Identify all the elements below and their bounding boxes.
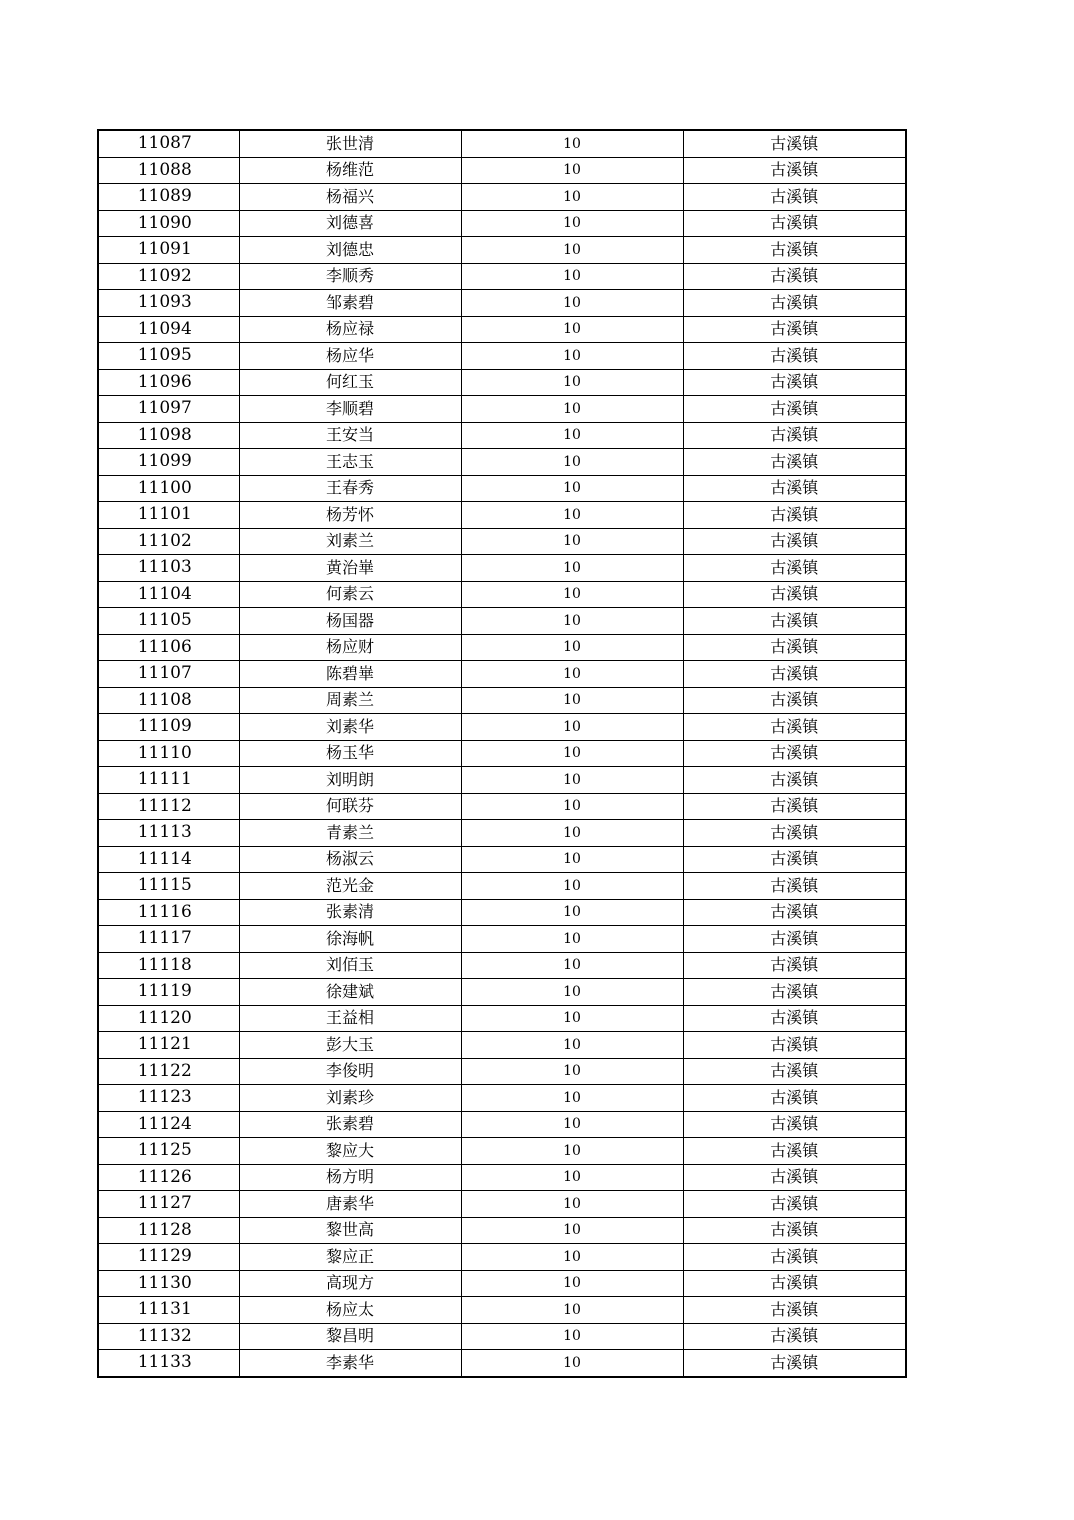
row-name-cell: 黄治崋 bbox=[239, 555, 461, 582]
table-row bbox=[98, 820, 906, 847]
row-amount-cell: 10 bbox=[461, 502, 683, 529]
row-town-cell: 古溪镇 bbox=[683, 1058, 906, 1085]
table-row bbox=[98, 475, 906, 502]
row-id-cell: 11107 bbox=[98, 661, 239, 688]
row-name-cell: 张素碧 bbox=[239, 1111, 461, 1138]
row-amount-cell: 10 bbox=[461, 290, 683, 317]
row-id-cell: 11125 bbox=[98, 1138, 239, 1165]
table-row bbox=[98, 926, 906, 953]
row-town-cell: 古溪镇 bbox=[683, 608, 906, 635]
row-amount-cell: 10 bbox=[461, 1350, 683, 1377]
row-town-cell: 古溪镇 bbox=[683, 1085, 906, 1112]
row-id-cell: 11108 bbox=[98, 687, 239, 714]
row-town-cell: 古溪镇 bbox=[683, 1111, 906, 1138]
row-name-cell: 刘德忠 bbox=[239, 237, 461, 264]
row-town-cell: 古溪镇 bbox=[683, 528, 906, 555]
row-id-cell: 11131 bbox=[98, 1297, 239, 1324]
row-name-cell: 杨福兴 bbox=[239, 184, 461, 211]
row-name-cell: 张世清 bbox=[239, 130, 461, 157]
row-id-cell: 11118 bbox=[98, 952, 239, 979]
table-row bbox=[98, 1138, 906, 1165]
row-name-cell: 徐海帆 bbox=[239, 926, 461, 953]
row-name-cell: 杨应财 bbox=[239, 634, 461, 661]
row-name-cell: 唐素华 bbox=[239, 1191, 461, 1218]
row-amount-cell: 10 bbox=[461, 952, 683, 979]
table-row bbox=[98, 130, 906, 157]
row-name-cell: 王志玉 bbox=[239, 449, 461, 476]
row-town-cell: 古溪镇 bbox=[683, 130, 906, 157]
row-id-cell: 11115 bbox=[98, 873, 239, 900]
row-amount-cell: 10 bbox=[461, 634, 683, 661]
table-row bbox=[98, 210, 906, 237]
table-row bbox=[98, 1032, 906, 1059]
row-town-cell: 古溪镇 bbox=[683, 1005, 906, 1032]
row-id-cell: 11090 bbox=[98, 210, 239, 237]
table-row bbox=[98, 1297, 906, 1324]
table-row bbox=[98, 1244, 906, 1271]
table-row bbox=[98, 687, 906, 714]
row-town-cell: 古溪镇 bbox=[683, 1297, 906, 1324]
row-amount-cell: 10 bbox=[461, 979, 683, 1006]
row-town-cell: 古溪镇 bbox=[683, 926, 906, 953]
row-amount-cell: 10 bbox=[461, 475, 683, 502]
row-id-cell: 11102 bbox=[98, 528, 239, 555]
table-row bbox=[98, 555, 906, 582]
row-amount-cell: 10 bbox=[461, 396, 683, 423]
row-name-cell: 刘素珍 bbox=[239, 1085, 461, 1112]
row-name-cell: 青素兰 bbox=[239, 820, 461, 847]
row-town-cell: 古溪镇 bbox=[683, 1244, 906, 1271]
row-town-cell: 古溪镇 bbox=[683, 449, 906, 476]
row-id-cell: 11091 bbox=[98, 237, 239, 264]
row-id-cell: 11128 bbox=[98, 1217, 239, 1244]
table-row bbox=[98, 502, 906, 529]
row-amount-cell: 10 bbox=[461, 210, 683, 237]
row-town-cell: 古溪镇 bbox=[683, 502, 906, 529]
row-name-cell: 杨国器 bbox=[239, 608, 461, 635]
row-id-cell: 11093 bbox=[98, 290, 239, 317]
row-amount-cell: 10 bbox=[461, 1323, 683, 1350]
row-name-cell: 黎昌明 bbox=[239, 1323, 461, 1350]
row-name-cell: 杨应禄 bbox=[239, 316, 461, 343]
table-row bbox=[98, 1350, 906, 1377]
row-id-cell: 11126 bbox=[98, 1164, 239, 1191]
row-id-cell: 11092 bbox=[98, 263, 239, 290]
row-amount-cell: 10 bbox=[461, 740, 683, 767]
row-name-cell: 张素清 bbox=[239, 899, 461, 926]
row-name-cell: 李顺秀 bbox=[239, 263, 461, 290]
row-town-cell: 古溪镇 bbox=[683, 820, 906, 847]
table-row bbox=[98, 422, 906, 449]
table-row bbox=[98, 581, 906, 608]
row-amount-cell: 10 bbox=[461, 184, 683, 211]
table-row bbox=[98, 290, 906, 317]
row-amount-cell: 10 bbox=[461, 1058, 683, 1085]
row-town-cell: 古溪镇 bbox=[683, 687, 906, 714]
row-town-cell: 古溪镇 bbox=[683, 343, 906, 370]
row-amount-cell: 10 bbox=[461, 1005, 683, 1032]
row-id-cell: 11119 bbox=[98, 979, 239, 1006]
row-town-cell: 古溪镇 bbox=[683, 369, 906, 396]
row-amount-cell: 10 bbox=[461, 1085, 683, 1112]
row-amount-cell: 10 bbox=[461, 316, 683, 343]
row-name-cell: 王安当 bbox=[239, 422, 461, 449]
row-amount-cell: 10 bbox=[461, 1138, 683, 1165]
table-row bbox=[98, 899, 906, 926]
table-row bbox=[98, 237, 906, 264]
table-row bbox=[98, 767, 906, 794]
row-id-cell: 11094 bbox=[98, 316, 239, 343]
row-amount-cell: 10 bbox=[461, 608, 683, 635]
row-town-cell: 古溪镇 bbox=[683, 184, 906, 211]
row-name-cell: 高现方 bbox=[239, 1270, 461, 1297]
row-id-cell: 11098 bbox=[98, 422, 239, 449]
row-amount-cell: 10 bbox=[461, 926, 683, 953]
table-row bbox=[98, 952, 906, 979]
table-row bbox=[98, 396, 906, 423]
row-id-cell: 11129 bbox=[98, 1244, 239, 1271]
row-name-cell: 李素华 bbox=[239, 1350, 461, 1377]
row-id-cell: 11114 bbox=[98, 846, 239, 873]
row-amount-cell: 10 bbox=[461, 767, 683, 794]
row-id-cell: 11113 bbox=[98, 820, 239, 847]
row-amount-cell: 10 bbox=[461, 1164, 683, 1191]
row-amount-cell: 10 bbox=[461, 528, 683, 555]
row-town-cell: 古溪镇 bbox=[683, 1217, 906, 1244]
row-amount-cell: 10 bbox=[461, 873, 683, 900]
row-name-cell: 杨方明 bbox=[239, 1164, 461, 1191]
row-amount-cell: 10 bbox=[461, 130, 683, 157]
row-town-cell: 古溪镇 bbox=[683, 555, 906, 582]
row-name-cell: 刘明朗 bbox=[239, 767, 461, 794]
row-name-cell: 刘素华 bbox=[239, 714, 461, 741]
row-name-cell: 何素云 bbox=[239, 581, 461, 608]
row-name-cell: 杨玉华 bbox=[239, 740, 461, 767]
row-amount-cell: 10 bbox=[461, 846, 683, 873]
row-name-cell: 李俊明 bbox=[239, 1058, 461, 1085]
row-amount-cell: 10 bbox=[461, 820, 683, 847]
row-town-cell: 古溪镇 bbox=[683, 714, 906, 741]
row-town-cell: 古溪镇 bbox=[683, 873, 906, 900]
row-town-cell: 古溪镇 bbox=[683, 422, 906, 449]
table-row bbox=[98, 369, 906, 396]
table-row bbox=[98, 263, 906, 290]
row-town-cell: 古溪镇 bbox=[683, 237, 906, 264]
row-id-cell: 11121 bbox=[98, 1032, 239, 1059]
row-amount-cell: 10 bbox=[461, 263, 683, 290]
row-amount-cell: 10 bbox=[461, 661, 683, 688]
row-name-cell: 李顺碧 bbox=[239, 396, 461, 423]
row-amount-cell: 10 bbox=[461, 1111, 683, 1138]
row-id-cell: 11095 bbox=[98, 343, 239, 370]
table-row bbox=[98, 1217, 906, 1244]
row-id-cell: 11103 bbox=[98, 555, 239, 582]
table-row bbox=[98, 714, 906, 741]
row-name-cell: 王春秀 bbox=[239, 475, 461, 502]
table-row bbox=[98, 1005, 906, 1032]
table-row bbox=[98, 608, 906, 635]
row-name-cell: 王益相 bbox=[239, 1005, 461, 1032]
row-name-cell: 陈碧崋 bbox=[239, 661, 461, 688]
row-id-cell: 11111 bbox=[98, 767, 239, 794]
row-town-cell: 古溪镇 bbox=[683, 581, 906, 608]
row-amount-cell: 10 bbox=[461, 157, 683, 184]
row-amount-cell: 10 bbox=[461, 422, 683, 449]
row-id-cell: 11096 bbox=[98, 369, 239, 396]
row-amount-cell: 10 bbox=[461, 1032, 683, 1059]
row-amount-cell: 10 bbox=[461, 343, 683, 370]
row-amount-cell: 10 bbox=[461, 1191, 683, 1218]
row-amount-cell: 10 bbox=[461, 714, 683, 741]
row-id-cell: 11097 bbox=[98, 396, 239, 423]
row-amount-cell: 10 bbox=[461, 899, 683, 926]
row-name-cell: 刘佰玉 bbox=[239, 952, 461, 979]
row-name-cell: 周素兰 bbox=[239, 687, 461, 714]
row-amount-cell: 10 bbox=[461, 687, 683, 714]
row-town-cell: 古溪镇 bbox=[683, 157, 906, 184]
row-town-cell: 古溪镇 bbox=[683, 263, 906, 290]
row-name-cell: 杨维范 bbox=[239, 157, 461, 184]
row-id-cell: 11123 bbox=[98, 1085, 239, 1112]
row-amount-cell: 10 bbox=[461, 1244, 683, 1271]
row-town-cell: 古溪镇 bbox=[683, 740, 906, 767]
row-town-cell: 古溪镇 bbox=[683, 846, 906, 873]
row-town-cell: 古溪镇 bbox=[683, 952, 906, 979]
row-town-cell: 古溪镇 bbox=[683, 396, 906, 423]
row-name-cell: 杨应华 bbox=[239, 343, 461, 370]
row-town-cell: 古溪镇 bbox=[683, 899, 906, 926]
table-row bbox=[98, 979, 906, 1006]
table-row bbox=[98, 343, 906, 370]
row-name-cell: 彭大玉 bbox=[239, 1032, 461, 1059]
table-row bbox=[98, 873, 906, 900]
row-name-cell: 刘德喜 bbox=[239, 210, 461, 237]
table-row bbox=[98, 634, 906, 661]
row-amount-cell: 10 bbox=[461, 237, 683, 264]
table-row bbox=[98, 1058, 906, 1085]
row-town-cell: 古溪镇 bbox=[683, 1032, 906, 1059]
row-town-cell: 古溪镇 bbox=[683, 290, 906, 317]
row-amount-cell: 10 bbox=[461, 1217, 683, 1244]
table-row bbox=[98, 157, 906, 184]
row-town-cell: 古溪镇 bbox=[683, 1323, 906, 1350]
row-id-cell: 11116 bbox=[98, 899, 239, 926]
row-town-cell: 古溪镇 bbox=[683, 661, 906, 688]
row-town-cell: 古溪镇 bbox=[683, 210, 906, 237]
row-id-cell: 11087 bbox=[98, 130, 239, 157]
row-id-cell: 11122 bbox=[98, 1058, 239, 1085]
row-id-cell: 11117 bbox=[98, 926, 239, 953]
row-id-cell: 11089 bbox=[98, 184, 239, 211]
table-row bbox=[98, 1164, 906, 1191]
table-row bbox=[98, 316, 906, 343]
table-row bbox=[98, 1191, 906, 1218]
row-town-cell: 古溪镇 bbox=[683, 979, 906, 1006]
table-row bbox=[98, 740, 906, 767]
row-amount-cell: 10 bbox=[461, 555, 683, 582]
row-name-cell: 杨应太 bbox=[239, 1297, 461, 1324]
row-town-cell: 古溪镇 bbox=[683, 316, 906, 343]
table-row bbox=[98, 1111, 906, 1138]
row-town-cell: 古溪镇 bbox=[683, 1350, 906, 1377]
row-name-cell: 何红玉 bbox=[239, 369, 461, 396]
table-row bbox=[98, 184, 906, 211]
row-name-cell: 黎应大 bbox=[239, 1138, 461, 1165]
row-town-cell: 古溪镇 bbox=[683, 1138, 906, 1165]
row-name-cell: 邹素碧 bbox=[239, 290, 461, 317]
row-name-cell: 杨淑云 bbox=[239, 846, 461, 873]
row-id-cell: 11112 bbox=[98, 793, 239, 820]
row-id-cell: 11124 bbox=[98, 1111, 239, 1138]
row-id-cell: 11127 bbox=[98, 1191, 239, 1218]
row-id-cell: 11088 bbox=[98, 157, 239, 184]
row-amount-cell: 10 bbox=[461, 369, 683, 396]
row-name-cell: 黎应正 bbox=[239, 1244, 461, 1271]
row-town-cell: 古溪镇 bbox=[683, 1270, 906, 1297]
row-name-cell: 黎世高 bbox=[239, 1217, 461, 1244]
row-amount-cell: 10 bbox=[461, 449, 683, 476]
row-name-cell: 范光金 bbox=[239, 873, 461, 900]
row-id-cell: 11132 bbox=[98, 1323, 239, 1350]
row-amount-cell: 10 bbox=[461, 793, 683, 820]
row-id-cell: 11109 bbox=[98, 714, 239, 741]
row-town-cell: 古溪镇 bbox=[683, 1164, 906, 1191]
row-name-cell: 杨芳怀 bbox=[239, 502, 461, 529]
table-row bbox=[98, 793, 906, 820]
table-row bbox=[98, 1085, 906, 1112]
roster-table bbox=[97, 129, 907, 1378]
row-amount-cell: 10 bbox=[461, 1297, 683, 1324]
row-id-cell: 11105 bbox=[98, 608, 239, 635]
table-row bbox=[98, 661, 906, 688]
row-id-cell: 11104 bbox=[98, 581, 239, 608]
row-id-cell: 11130 bbox=[98, 1270, 239, 1297]
row-id-cell: 11100 bbox=[98, 475, 239, 502]
row-id-cell: 11106 bbox=[98, 634, 239, 661]
row-id-cell: 11133 bbox=[98, 1350, 239, 1377]
table-row bbox=[98, 449, 906, 476]
table-row bbox=[98, 846, 906, 873]
row-name-cell: 刘素兰 bbox=[239, 528, 461, 555]
row-name-cell: 徐建斌 bbox=[239, 979, 461, 1006]
row-id-cell: 11110 bbox=[98, 740, 239, 767]
row-town-cell: 古溪镇 bbox=[683, 634, 906, 661]
row-amount-cell: 10 bbox=[461, 581, 683, 608]
row-town-cell: 古溪镇 bbox=[683, 1191, 906, 1218]
row-town-cell: 古溪镇 bbox=[683, 475, 906, 502]
roster-body bbox=[98, 130, 906, 1377]
table-row bbox=[98, 1270, 906, 1297]
row-name-cell: 何联芬 bbox=[239, 793, 461, 820]
row-town-cell: 古溪镇 bbox=[683, 793, 906, 820]
table-row bbox=[98, 528, 906, 555]
row-id-cell: 11120 bbox=[98, 1005, 239, 1032]
row-id-cell: 11099 bbox=[98, 449, 239, 476]
row-id-cell: 11101 bbox=[98, 502, 239, 529]
row-town-cell: 古溪镇 bbox=[683, 767, 906, 794]
row-amount-cell: 10 bbox=[461, 1270, 683, 1297]
table-row bbox=[98, 1323, 906, 1350]
